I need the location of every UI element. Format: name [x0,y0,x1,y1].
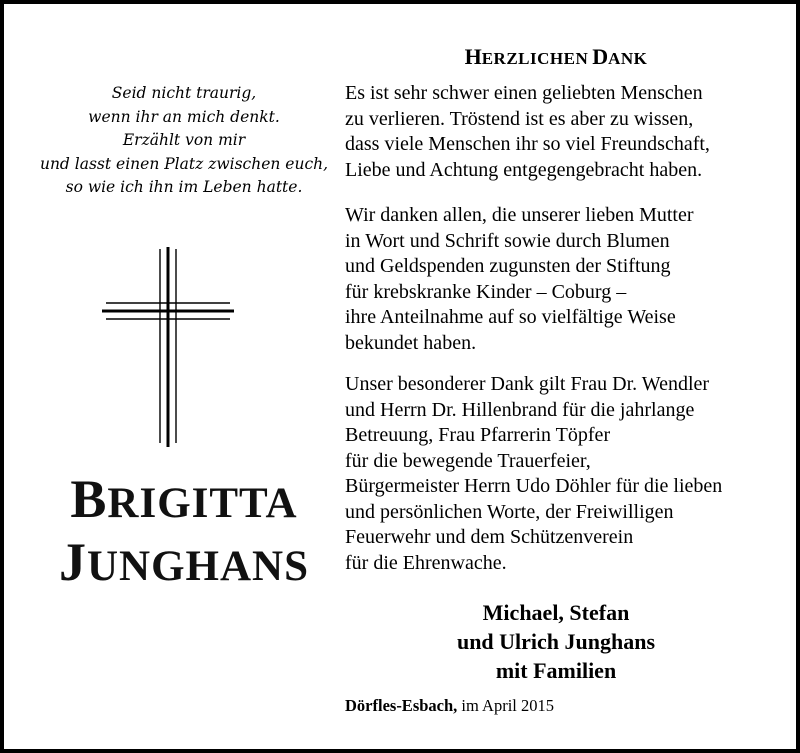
deceased-first-name: BRIGITTA [70,469,298,529]
poem-line: so wie ich ihn im Leben hatte. [65,178,303,196]
text-line: und Herrn Dr. Hillenbrand für die jahrlange [345,398,695,421]
thanks-paragraph [345,372,785,576]
thanks-paragraph [345,81,785,183]
text-line: dass viele Menschen ihr so viel Freundschaft, [345,133,710,155]
text-line: zu verlieren. Tröstend ist es aber zu wissen, [345,107,694,130]
poem-line: Erzählt von mir [122,131,246,149]
poem-line: und lasst einen Platz zwischen euch, [39,154,329,173]
heading: HERZLICHEN DANK [464,44,648,69]
text-line: Bürgermeister Herrn Udo Döhler für die lieben [345,475,723,497]
text-line: Liebe und Achtung entgegengebracht haben. [345,158,703,181]
text-line: Feuerwehr und dem Schützenverein [345,526,634,548]
text-line: Es ist sehr schwer einen geliebten Menschen [345,82,703,104]
place-date [345,696,554,716]
text-line: und Geldspenden zugunsten der Stiftung [345,255,671,277]
text-line: für krebskranke Kinder – Coburg – [345,280,627,303]
text-line: bekundet haben. [345,331,477,354]
poem-line: Seid nicht traurig, [111,84,257,102]
signature-line: und Ulrich Junghans [456,629,656,654]
date: im April 2015 [461,696,555,715]
text-line: für die Ehrenwache. [345,551,507,574]
place: Dörfles-Esbach, [345,696,458,715]
signature [346,598,766,685]
cross-icon [102,247,234,447]
text-line: Betreuung, Frau Pfarrerin Töpfer [345,424,611,446]
text-line: in Wort und Schrift sowie durch Blumen [345,229,670,252]
text-line: Unser besonderer Dank gilt Frau Dr. Wendler [345,373,710,395]
text-line: für die bewegende Trauerfeier, [345,449,591,472]
signature-line: Michael, Stefan [482,600,630,625]
text-line: Wir danken allen, die unserer lieben Mutter [345,204,694,226]
poem-line: wenn ihr an mich denkt. [88,107,280,126]
deceased-last-name: JUNGHANS [58,532,310,592]
poem [34,82,334,200]
text-line: und persönlichen Worte, der Freiwilligen [345,500,674,523]
thanks-paragraph [345,203,785,356]
signature-line: mit Familien [495,658,617,683]
text-line: ihre Anteilnahme auf so vielfältige Weise [345,306,676,328]
